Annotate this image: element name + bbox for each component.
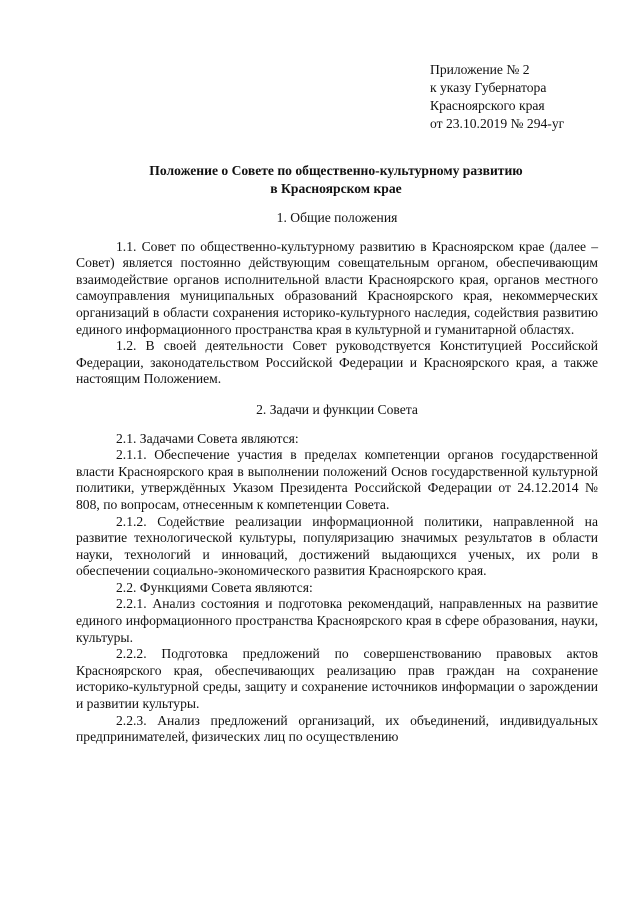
paragraph: 2.1.2. Содействие реализации информационной политики, направленной на развитие технологической культуры, популяризацию значимых результатов в области науки, технологий и инноваций, достижений выдающихся ученых, их роли в обеспечении социально-экономического развития Красноярского края.: [76, 513, 598, 579]
title-line: Положение о Совете по общественно-культурному развитию: [149, 163, 523, 178]
document-body: [76, 210, 598, 746]
paragraph: 2.1. Задачами Совета являются:: [116, 430, 299, 446]
paragraph: 1.2. В своей деятельности Совет руководствуется Конституцией Российской Федерации, законодательством Российской Федерации и Красноярского края, а также настоящим Положением.: [76, 338, 598, 387]
paragraph: 2.2.3. Анализ предложений организаций, их объединений, индивидуальных предпринимателей, физических лиц по осуществлению: [76, 712, 598, 745]
paragraph: 2.1.1. Обеспечение участия в пределах компетенции органов государственной власти Красноярского края в выполнении положений Основ государственной культурной политики, утверждённых Указом Президента Российской Федерации от 24.12.2014 № 808, по вопросам, отнесенным к компетенции Совета.: [76, 447, 598, 512]
paragraph: 1.1. Совет по общественно-культурному развитию в Красноярском крае (далее – Совет) является постоянно действующим совещательным органом, обеспечивающим взаимодействие органов исполнительной власти Красноярского края, органов местного самоуправления муниципальных образований Красноярского края, некоммерческих организаций в области сохранения историко-культурного наследия, содействия развитию единого информационного пространства края в культурной и гуманитарной областях.: [76, 238, 598, 337]
title-line: в Красноярском крае: [270, 181, 402, 196]
approval-line: от 23.10.2019 № 294-уг: [430, 116, 565, 131]
paragraph: 2.2.1. Анализ состояния и подготовка рекомендаций, направленных на развитие единого информационного пространства Красноярского края в сфере образования, науки, культуры.: [76, 596, 598, 645]
approval-line: к указу Губернатора: [430, 80, 547, 95]
paragraph: 2.2. Функциями Совета являются:: [116, 579, 313, 595]
approval-block: [430, 61, 630, 133]
approval-line: Приложение № 2: [430, 62, 530, 77]
section-heading: 1. Общие положения: [276, 210, 398, 225]
document-title: [76, 162, 596, 198]
paragraph: 2.2.2. Подготовка предложений по совершенствованию правовых актов Красноярского края, обеспечивающих реализацию прав граждан на сохранение историко-культурной среды, защиту и сохранение источников информации о зарождении и развитии культуры.: [76, 646, 598, 712]
approval-line: Красноярского края: [430, 98, 545, 113]
section-heading: 2. Задачи и функции Совета: [256, 401, 418, 417]
